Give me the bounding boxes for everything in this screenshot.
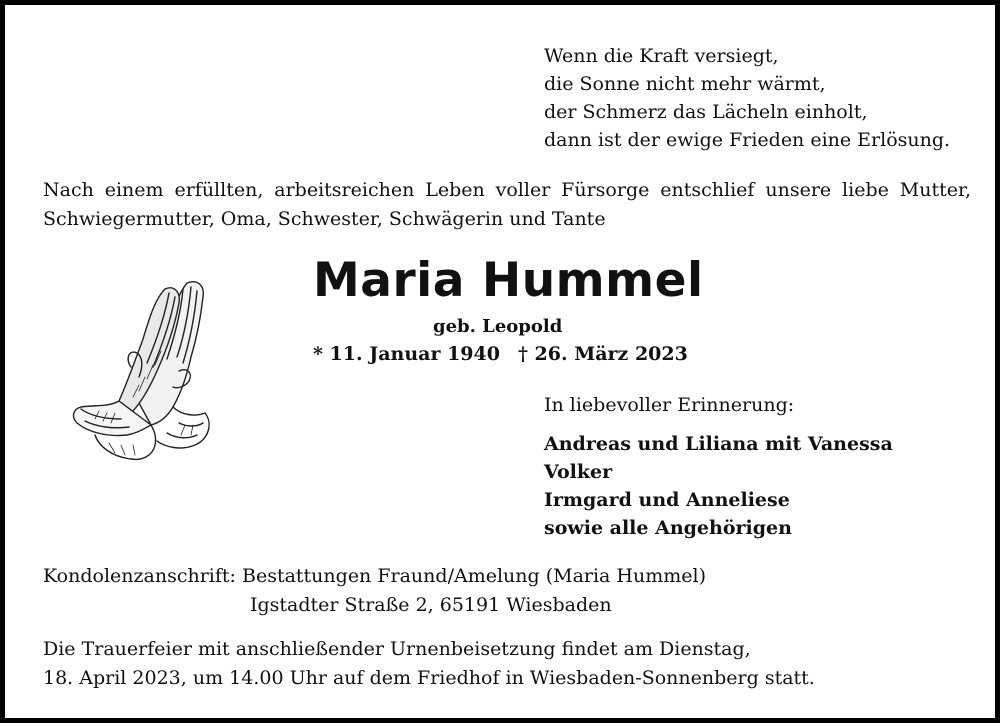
poem-line: dann ist der ewige Frieden eine Erlösung. [544,129,951,151]
life-dates [313,343,688,365]
poem-line: die Sonne nicht mehr wärmt, [544,73,826,95]
death-date: † 26. März 2023 [517,343,688,365]
intro-text [43,176,971,234]
poem [544,42,950,154]
poem-line: Wenn die Kraft versiegt, [544,45,779,67]
poem-line: der Schmerz das Lächeln einholt, [544,101,868,123]
mourner-entry: Volker [544,461,613,483]
birth-name: geb. Leopold [433,316,563,337]
funeral-line: Die Trauerfeier mit anschließender Urnenbeisetzung findet am Dienstag, [43,638,751,660]
praying-hands-icon [69,275,219,467]
mourners-list [544,430,893,542]
mourner-entry: Irmgard und Anneliese [544,489,790,511]
memory-heading: In liebevoller Erinnerung: [544,394,795,416]
condolence-street: Igstadter Straße 2, 65191 Wiesbaden [250,594,612,616]
intro-line: Nach einem erfüllten, arbeitsreichen Leben voller Fürsorge entschlief unsere liebe Mutter, [43,179,971,201]
deceased-name: Maria Hummel [313,253,704,308]
intro-line: Schwiegermutter, Oma, Schwester, Schwägerin und Tante [43,208,606,230]
mourner-entry: sowie alle Angehörigen [544,517,792,539]
condolence-line: Kondolenzanschrift: Bestattungen Fraund/Amelung (Maria Hummel) [43,565,706,587]
birth-date: * 11. Januar 1940 [313,343,500,365]
funeral-notice [43,635,815,693]
mourner-entry: Andreas und Liliana mit Vanessa [544,433,893,455]
funeral-line: 18. April 2023, um 14.00 Uhr auf dem Friedhof in Wiesbaden-Sonnenberg statt. [43,667,815,689]
condolence-address [43,562,706,620]
